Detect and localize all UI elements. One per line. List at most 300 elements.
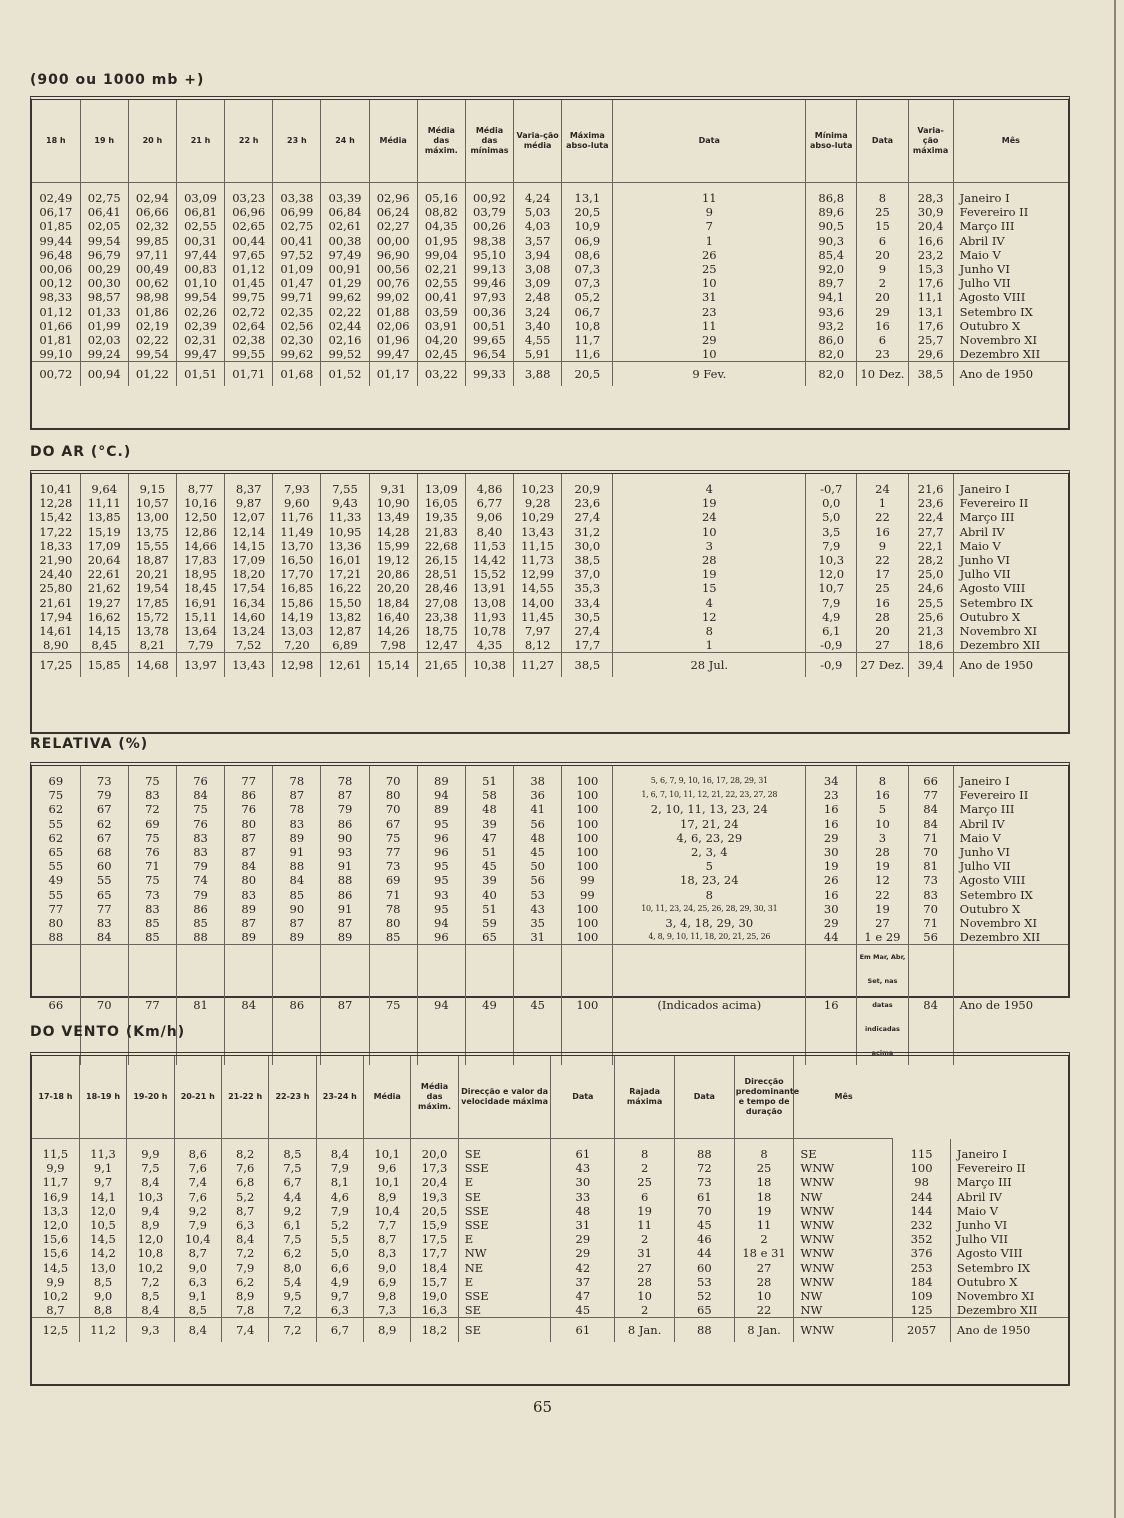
table-cell: 40 bbox=[465, 888, 513, 902]
table-cell: 10,8 bbox=[127, 1246, 174, 1260]
table-cell: 13,36 bbox=[321, 539, 369, 553]
annual-total-row bbox=[32, 1318, 1068, 1343]
column-header: 17-18 h bbox=[32, 1056, 79, 1139]
table-cell: 12,0 bbox=[79, 1204, 126, 1218]
table-cell: 6,2 bbox=[221, 1275, 268, 1289]
table-cell: 85 bbox=[128, 930, 176, 945]
table-cell: 14,60 bbox=[225, 610, 273, 624]
table-cell: 89,6 bbox=[806, 205, 857, 219]
table-cell: 76 bbox=[176, 817, 224, 831]
table-cell: 13,75 bbox=[128, 525, 176, 539]
table-cell: 87 bbox=[225, 831, 273, 845]
table-cell: 13,97 bbox=[176, 653, 224, 678]
table-cell: 9,31 bbox=[369, 482, 417, 496]
table-cell: WNW bbox=[794, 1218, 893, 1232]
table-row bbox=[32, 1218, 1068, 1232]
table-cell: 86 bbox=[225, 788, 273, 802]
table-cell: 12,86 bbox=[176, 525, 224, 539]
table-cell: 12,87 bbox=[321, 624, 369, 638]
table-cell: 3,40 bbox=[514, 319, 562, 333]
table-cell: 7,3 bbox=[364, 1303, 411, 1318]
table-cell: 7,9 bbox=[806, 539, 857, 553]
spacer-cell bbox=[32, 1139, 79, 1148]
table-cell: 11,45 bbox=[514, 610, 562, 624]
table-cell: 02,03 bbox=[80, 333, 128, 347]
table-cell: 75 bbox=[128, 873, 176, 887]
spacer-row bbox=[32, 474, 1068, 482]
table-cell: 30,0 bbox=[562, 539, 613, 553]
table-cell: 11,15 bbox=[514, 539, 562, 553]
table-cell: 5,2 bbox=[221, 1190, 268, 1204]
table-cell: E bbox=[458, 1175, 551, 1189]
table-cell: 93,2 bbox=[806, 319, 857, 333]
table-cell: 98,57 bbox=[80, 290, 128, 304]
table-cell: 73 bbox=[128, 888, 176, 902]
spacer-cell bbox=[225, 183, 273, 192]
table-cell: 98,98 bbox=[128, 290, 176, 304]
table-cell: Outubro X bbox=[953, 319, 1068, 333]
table-cell: 4,03 bbox=[514, 219, 562, 233]
table-cell: 83 bbox=[176, 845, 224, 859]
table-cell: 34 bbox=[806, 774, 857, 788]
spacer-cell bbox=[174, 1139, 221, 1148]
table-cell: 28 bbox=[857, 610, 908, 624]
table-cell: 90,5 bbox=[806, 219, 857, 233]
table-cell: 8,7 bbox=[174, 1246, 221, 1260]
table-cell: 11,7 bbox=[562, 333, 613, 347]
table-cell: 244 bbox=[893, 1190, 951, 1204]
table-cell: 95 bbox=[417, 817, 465, 831]
table-cell: 70 bbox=[908, 845, 953, 859]
table-cell: 7,2 bbox=[269, 1303, 316, 1318]
table-cell: 16 bbox=[806, 817, 857, 831]
table-row bbox=[32, 1175, 1068, 1189]
table-cell: 99,52 bbox=[321, 347, 369, 362]
table-cell: 6,6 bbox=[316, 1261, 363, 1275]
column-header: Varia-ção máxima bbox=[908, 100, 953, 183]
table-cell: 08,6 bbox=[562, 248, 613, 262]
table-cell: 72 bbox=[128, 802, 176, 816]
column-header: 21 h bbox=[176, 100, 224, 183]
table-cell: 2 bbox=[615, 1161, 675, 1175]
table-cell: 80 bbox=[369, 788, 417, 802]
table-cell: 11,1 bbox=[908, 290, 953, 304]
table-row bbox=[32, 624, 1068, 638]
table-cell: 7,98 bbox=[369, 638, 417, 653]
table-cell: 01,96 bbox=[369, 333, 417, 347]
table-cell: 89 bbox=[321, 930, 369, 945]
table-cell: 19,35 bbox=[417, 510, 465, 524]
table-cell: NW bbox=[458, 1246, 551, 1260]
table-cell: 02,32 bbox=[128, 219, 176, 233]
table-cell: 24,40 bbox=[39, 567, 73, 582]
table-cell: Abril IV bbox=[953, 817, 1068, 831]
table-cell: 28,2 bbox=[908, 553, 953, 567]
spacer-cell bbox=[176, 183, 224, 192]
table-cell: 6,3 bbox=[316, 1303, 363, 1318]
table-row bbox=[32, 191, 1068, 205]
table-cell: 88 bbox=[674, 1147, 734, 1161]
table-cell: 9,7 bbox=[79, 1175, 126, 1189]
table-cell: 14,00 bbox=[514, 596, 562, 610]
table-cell: 15,7 bbox=[411, 1275, 458, 1289]
table-cell: 82,0 bbox=[806, 347, 857, 362]
table-cell: 144 bbox=[893, 1204, 951, 1218]
table-cell: 30 bbox=[551, 1175, 615, 1189]
table-cell: 65 bbox=[674, 1303, 734, 1318]
table-cell: Junho VI bbox=[953, 553, 1068, 567]
table-cell: 10 bbox=[613, 525, 806, 539]
table-cell: 28,3 bbox=[908, 191, 953, 205]
table-cell: 69 bbox=[48, 774, 64, 788]
table-cell: 99,54 bbox=[128, 347, 176, 362]
table-cell: 4,55 bbox=[514, 333, 562, 347]
table-cell: 01,51 bbox=[176, 362, 224, 387]
table-cell: Janeiro I bbox=[953, 191, 1068, 205]
table-cell: 02,55 bbox=[176, 219, 224, 233]
spacer-cell bbox=[221, 1139, 268, 1148]
table-cell: 17,94 bbox=[39, 609, 73, 624]
table-cell: 00,06 bbox=[39, 262, 73, 277]
table-cell: 11,93 bbox=[465, 610, 513, 624]
table-cell: Janeiro I bbox=[953, 774, 1068, 788]
table-cell: 95 bbox=[417, 902, 465, 916]
spacer-cell bbox=[321, 766, 369, 774]
air-table-box bbox=[30, 470, 1070, 734]
table-row bbox=[32, 1204, 1068, 1218]
table-cell: 75 bbox=[369, 831, 417, 845]
column-header: 20-21 h bbox=[174, 1056, 221, 1139]
table-cell: 02,21 bbox=[417, 262, 465, 276]
table-cell: 27 bbox=[734, 1261, 794, 1275]
table-cell: 55 bbox=[48, 887, 64, 902]
table-cell: 13,43 bbox=[225, 653, 273, 678]
table-cell: 99,62 bbox=[273, 347, 321, 362]
table-cell: 92,0 bbox=[806, 262, 857, 276]
table-cell: 46 bbox=[674, 1232, 734, 1246]
humidity-table bbox=[32, 766, 1068, 1065]
table-row bbox=[32, 1289, 1068, 1303]
table-row bbox=[32, 1232, 1068, 1246]
table-cell: 45 bbox=[465, 859, 513, 873]
annual-total-row bbox=[32, 362, 1068, 387]
table-cell: 5,0 bbox=[806, 510, 857, 524]
table-cell: 01,81 bbox=[39, 333, 73, 348]
table-cell: 9,5 bbox=[269, 1289, 316, 1303]
table-cell: 75 bbox=[48, 788, 64, 803]
table-cell: 38 bbox=[514, 774, 562, 788]
table-cell: 28 bbox=[857, 845, 908, 859]
table-cell: 45 bbox=[674, 1218, 734, 1232]
spacer-cell bbox=[79, 1139, 126, 1148]
table-cell: Outubro X bbox=[953, 902, 1068, 916]
pressure-table bbox=[32, 100, 1068, 386]
table-row bbox=[32, 596, 1068, 610]
table-cell: 24 bbox=[857, 482, 908, 496]
table-cell: 14,55 bbox=[514, 581, 562, 595]
table-cell: 12,0 bbox=[806, 567, 857, 581]
table-cell: 31 bbox=[615, 1246, 675, 1260]
table-cell: 100 bbox=[562, 916, 613, 930]
table-cell: 87 bbox=[273, 788, 321, 802]
column-header: Direcção predominante e tempo de duração bbox=[734, 1056, 794, 1139]
column-header: 19-20 h bbox=[127, 1056, 174, 1139]
table-cell: WNW bbox=[794, 1246, 893, 1260]
table-cell: 18,84 bbox=[369, 596, 417, 610]
table-cell: 86,8 bbox=[806, 191, 857, 205]
table-cell: 44 bbox=[806, 930, 857, 945]
table-cell: 13,00 bbox=[128, 510, 176, 524]
table-cell: 8 bbox=[857, 774, 908, 788]
table-cell: 67 bbox=[369, 817, 417, 831]
table-cell: 01,10 bbox=[176, 276, 224, 290]
table-cell: SE bbox=[458, 1318, 551, 1343]
table-cell: Novembro XI bbox=[950, 1289, 1068, 1303]
table-cell: 61 bbox=[551, 1147, 615, 1161]
table-cell: 5 bbox=[613, 859, 806, 873]
table-cell: 21,62 bbox=[80, 581, 128, 595]
table-cell: Em Mar, Abr, Set, nas datas indicadas acima bbox=[857, 945, 908, 1066]
spacer-cell bbox=[225, 474, 273, 482]
table-cell: 8,4 bbox=[127, 1175, 174, 1189]
table-cell: 17,22 bbox=[39, 524, 73, 539]
table-cell: 23,38 bbox=[417, 610, 465, 624]
table-row bbox=[32, 319, 1068, 333]
table-cell: 5,0 bbox=[316, 1246, 363, 1260]
table-cell: 3,57 bbox=[514, 234, 562, 248]
table-cell: 02,75 bbox=[273, 219, 321, 233]
table-cell: 4, 8, 9, 10, 11, 18, 20, 21, 25, 26 bbox=[613, 930, 806, 945]
table-cell: 10,57 bbox=[128, 496, 176, 510]
table-row bbox=[32, 482, 1068, 496]
table-cell: Julho VII bbox=[953, 567, 1068, 581]
table-cell: 43 bbox=[514, 902, 562, 916]
table-cell: 27,08 bbox=[417, 596, 465, 610]
table-cell: Fevereiro II bbox=[950, 1161, 1068, 1175]
table-cell: 17,7 bbox=[562, 638, 613, 653]
table-row bbox=[32, 638, 1068, 653]
table-cell: 67 bbox=[80, 831, 128, 845]
table-cell: 15,42 bbox=[39, 510, 73, 525]
table-cell: 15 bbox=[857, 219, 908, 233]
table-cell: 8,40 bbox=[465, 525, 513, 539]
spacer-cell bbox=[417, 474, 465, 482]
table-cell: 12,5 bbox=[32, 1318, 79, 1343]
table-cell: 26,15 bbox=[417, 553, 465, 567]
spacer-cell bbox=[321, 474, 369, 482]
table-cell: 85 bbox=[369, 930, 417, 945]
table-cell: 04,20 bbox=[417, 333, 465, 347]
table-cell: 22 bbox=[857, 888, 908, 902]
table-cell: 65 bbox=[80, 888, 128, 902]
table-cell: 7,5 bbox=[269, 1232, 316, 1246]
table-cell: 1 e 29 bbox=[857, 930, 908, 945]
spacer-cell bbox=[273, 474, 321, 482]
column-header: Média bbox=[364, 1056, 411, 1139]
table-cell: 99,54 bbox=[80, 234, 128, 248]
table-cell: 47 bbox=[465, 831, 513, 845]
column-header: Média das mínimas bbox=[465, 100, 513, 183]
table-cell: 15,86 bbox=[273, 596, 321, 610]
table-cell: 14,15 bbox=[225, 539, 273, 553]
table-cell: 25,6 bbox=[908, 610, 953, 624]
table-cell: 02,55 bbox=[417, 276, 465, 290]
table-cell: 25,80 bbox=[39, 581, 73, 596]
table-cell: 05,2 bbox=[562, 290, 613, 304]
table-cell: 19 bbox=[615, 1204, 675, 1218]
table-cell: 71 bbox=[128, 859, 176, 873]
table-cell: 55 bbox=[48, 859, 64, 874]
table-cell: 48 bbox=[551, 1204, 615, 1218]
table-cell: 9,15 bbox=[128, 482, 176, 496]
table-cell: E bbox=[458, 1232, 551, 1246]
table-cell: 21,3 bbox=[908, 624, 953, 638]
table-cell: Agosto VIII bbox=[953, 873, 1068, 887]
table-cell: 14,5 bbox=[79, 1232, 126, 1246]
table-cell: Junho VI bbox=[950, 1218, 1068, 1232]
table-cell: 07,3 bbox=[562, 262, 613, 276]
table-cell: 02,39 bbox=[176, 319, 224, 333]
table-cell: 77 bbox=[225, 774, 273, 788]
table-cell: 24 bbox=[613, 510, 806, 524]
column-header: Data bbox=[613, 100, 806, 183]
table-cell: Junho VI bbox=[953, 845, 1068, 859]
table-cell: 29 bbox=[857, 305, 908, 319]
table-cell: 17,25 bbox=[32, 653, 80, 678]
table-cell: 70 bbox=[80, 945, 128, 1066]
table-cell: 19,12 bbox=[369, 553, 417, 567]
table-cell: 89 bbox=[225, 930, 273, 945]
table-cell: 8 bbox=[613, 888, 806, 902]
table-cell: 16,34 bbox=[225, 596, 273, 610]
table-cell: 86 bbox=[176, 902, 224, 916]
table-cell: 06,17 bbox=[39, 205, 73, 220]
table-cell: 27,4 bbox=[562, 624, 613, 638]
table-cell: 100 bbox=[562, 930, 613, 945]
table-cell: SE bbox=[458, 1147, 551, 1161]
table-cell: 6 bbox=[857, 333, 908, 347]
table-cell: 8,37 bbox=[225, 482, 273, 496]
spacer-cell bbox=[417, 766, 465, 774]
table-cell: 83 bbox=[273, 817, 321, 831]
table-cell: 99,47 bbox=[369, 347, 417, 362]
table-cell: 82,0 bbox=[806, 362, 857, 387]
table-cell: 0,0 bbox=[806, 496, 857, 510]
table-cell: 20,86 bbox=[369, 567, 417, 581]
table-cell: 30,9 bbox=[908, 205, 953, 219]
table-cell: 21,83 bbox=[417, 525, 465, 539]
table-cell: 20,4 bbox=[908, 219, 953, 233]
table-cell: -0,9 bbox=[806, 653, 857, 678]
table-cell: 27,4 bbox=[562, 510, 613, 524]
table-cell: 28 bbox=[613, 553, 806, 567]
column-header: Máxima abso-luta bbox=[562, 100, 613, 183]
table-cell: 14,66 bbox=[176, 539, 224, 553]
table-cell: Novembro XI bbox=[953, 624, 1068, 638]
table-cell: 85 bbox=[273, 888, 321, 902]
table-cell: 15,14 bbox=[369, 653, 417, 678]
column-header: Data bbox=[674, 1056, 734, 1139]
table-cell: 3 bbox=[857, 831, 908, 845]
table-cell: 02,27 bbox=[369, 219, 417, 233]
table-cell: 11,76 bbox=[273, 510, 321, 524]
table-cell: 11,11 bbox=[80, 496, 128, 510]
table-cell: 98,38 bbox=[465, 234, 513, 248]
table-cell: 17,6 bbox=[908, 276, 953, 290]
table-cell: 16,22 bbox=[321, 581, 369, 595]
table-cell: 01,45 bbox=[225, 276, 273, 290]
table-cell: 16,50 bbox=[273, 553, 321, 567]
table-cell: 06,81 bbox=[176, 205, 224, 219]
table-cell: Setembro IX bbox=[953, 596, 1068, 610]
table-cell: 88 bbox=[273, 859, 321, 873]
table-cell: 01,99 bbox=[80, 319, 128, 333]
table-cell: 16 bbox=[857, 596, 908, 610]
table-cell: 8,6 bbox=[174, 1147, 221, 1161]
table-cell: 10,1 bbox=[364, 1147, 411, 1161]
table-cell: 11 bbox=[615, 1218, 675, 1232]
table-cell: 20,5 bbox=[411, 1204, 458, 1218]
table-cell: 39,4 bbox=[908, 653, 953, 678]
table-cell: 10,23 bbox=[514, 482, 562, 496]
table-cell: 39 bbox=[465, 873, 513, 887]
table-cell: 03,59 bbox=[417, 305, 465, 319]
spacer-cell bbox=[562, 766, 613, 774]
table-cell: 96,90 bbox=[369, 248, 417, 262]
table-cell: 45 bbox=[514, 845, 562, 859]
table-cell: 10,4 bbox=[364, 1204, 411, 1218]
table-cell: 03,38 bbox=[273, 191, 321, 205]
table-cell: 15,52 bbox=[465, 567, 513, 581]
table-cell: 16 bbox=[857, 525, 908, 539]
table-cell: 75 bbox=[369, 945, 417, 1066]
table-cell: 00,41 bbox=[417, 290, 465, 304]
table-cell: 9,06 bbox=[465, 510, 513, 524]
table-cell: Agosto VIII bbox=[950, 1246, 1068, 1260]
table-cell: 8,7 bbox=[364, 1232, 411, 1246]
table-cell: 31 bbox=[514, 930, 562, 945]
table-cell: Fevereiro II bbox=[953, 496, 1068, 510]
table-cell: 9 bbox=[857, 262, 908, 276]
table-row bbox=[32, 1147, 1068, 1161]
table-cell: 55 bbox=[80, 873, 128, 887]
table-cell: 99,46 bbox=[465, 276, 513, 290]
table-cell: 100 bbox=[893, 1161, 951, 1175]
table-cell: 22,68 bbox=[417, 539, 465, 553]
table-cell: 17,21 bbox=[321, 567, 369, 581]
table-cell: 3, 4, 18, 29, 30 bbox=[613, 916, 806, 930]
table-cell: 69 bbox=[369, 873, 417, 887]
table-cell: SSE bbox=[458, 1289, 551, 1303]
spacer-cell bbox=[80, 766, 128, 774]
table-cell: 8 Jan. bbox=[615, 1318, 675, 1343]
table-cell: 99,04 bbox=[417, 248, 465, 262]
table-cell: Março III bbox=[953, 510, 1068, 524]
table-cell: 87 bbox=[321, 788, 369, 802]
table-cell: 18,45 bbox=[176, 581, 224, 595]
table-cell: 48 bbox=[514, 831, 562, 845]
table-cell: 02,38 bbox=[225, 333, 273, 347]
table-cell: 9,0 bbox=[79, 1289, 126, 1303]
table-cell: 16,62 bbox=[80, 610, 128, 624]
column-header: 21-22 h bbox=[221, 1056, 268, 1139]
table-cell: 6,8 bbox=[221, 1175, 268, 1189]
table-cell: 9,64 bbox=[80, 482, 128, 496]
table-cell: 99,10 bbox=[39, 347, 73, 362]
table-cell: 02,56 bbox=[273, 319, 321, 333]
table-cell: 20,5 bbox=[562, 362, 613, 387]
humidity-section-title: RELATIVA (%) bbox=[30, 736, 149, 752]
